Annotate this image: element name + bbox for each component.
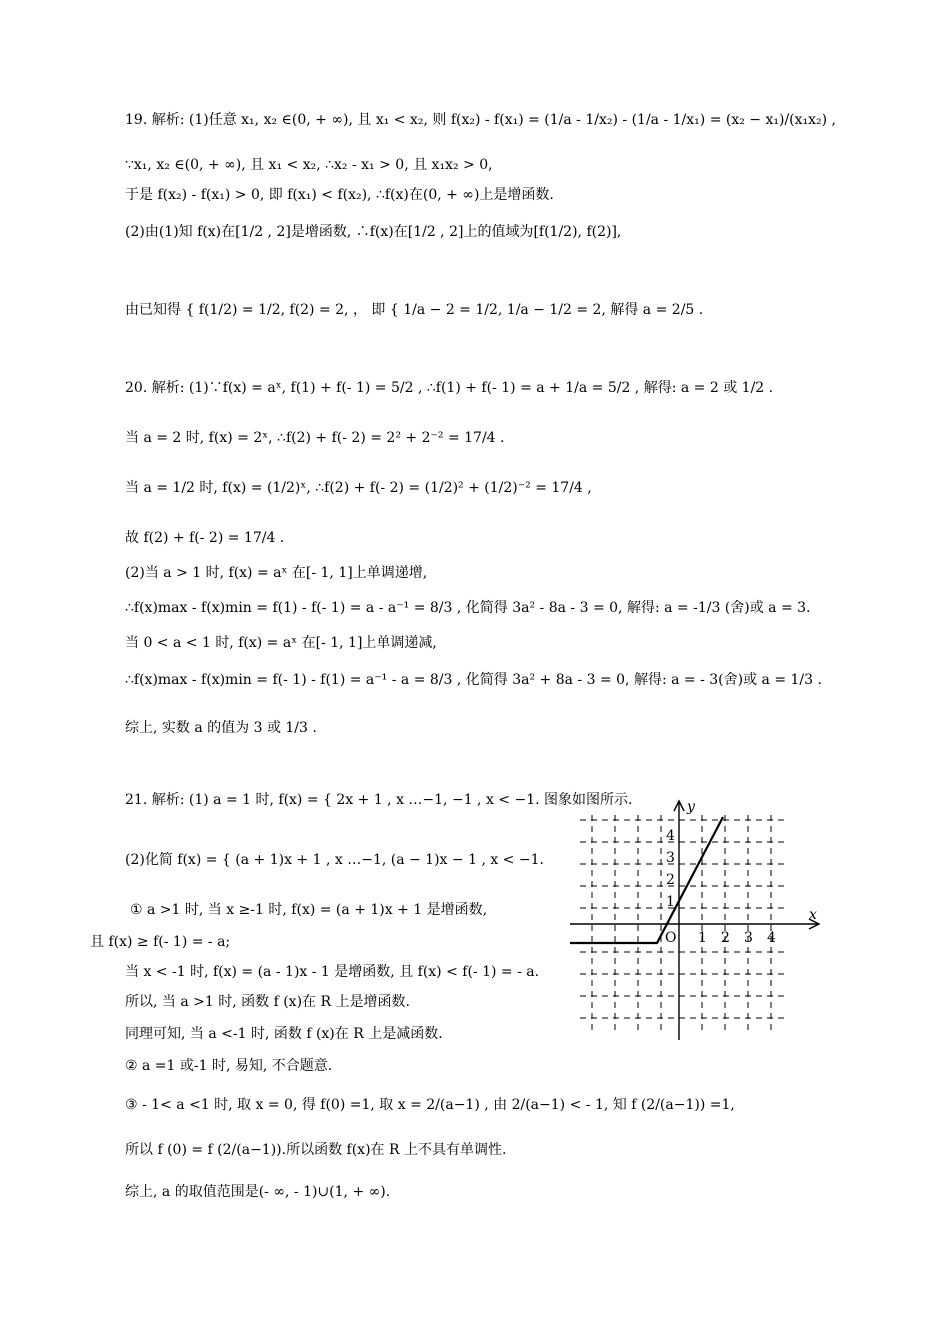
line-21: ② a =1 或-1 时, 易知, 不合题意.: [125, 1058, 333, 1074]
x-axis-label: x: [809, 907, 817, 923]
line-9: (2)当 a > 1 时, f(x) = aˣ 在[- 1, 1]上单调递增,: [125, 565, 428, 581]
line-19: 所以, 当 a >1 时, 函数 f (x)在 R 上是增函数.: [125, 994, 410, 1010]
line-2: 于是 f(x₂) - f(x₁) > 0, 即 f(x₁) < f(x₂), ∴f(x)在(0, + ∞)上是增函数.: [125, 187, 554, 203]
line-24: 综上, a 的取值范围是(- ∞, - 1)∪(1, + ∞).: [125, 1184, 391, 1200]
line-6: 当 a = 2 时, f(x) = 2ˣ, ∴f(2) + f(- 2) = 2² + 2⁻² = 17/4 .: [125, 430, 505, 446]
line-17: 且 f(x) ≥ f(- 1) = - a;: [90, 934, 231, 950]
origin-label: O: [665, 930, 677, 946]
y-tick-1: 1: [666, 894, 675, 910]
line-11: 当 0 < a < 1 时, f(x) = aˣ 在[- 1, 1]上单调递减,: [125, 635, 437, 651]
line-10: ∴f(x)max - f(x)min = f(1) - f(- 1) = a - a⁻¹ = 8/3 , 化简得 3a² - 8a - 3 = 0, 解得: a = -1/3 (舍)或 a = 3.: [125, 600, 811, 616]
line-18: 当 x < -1 时, f(x) = (a - 1)x - 1 是增函数, 且 f(x) < f(- 1) = - a.: [125, 964, 540, 980]
line-0: 19. 解析: (1)任意 x₁, x₂ ∈(0, + ∞), 且 x₁ < x₂, 则 f(x₂) - f(x₁) = (1/a - 1/x₂) - (1/a - 1/x₁) = (x₂ − x₁)/(x₁x₂) ,: [125, 112, 837, 128]
line-20: 同理可知, 当 a <-1 时, 函数 f (x)在 R 上是减函数.: [125, 1026, 443, 1042]
x-tick-1: 1: [698, 930, 707, 946]
line-16: ① a >1 时, 当 x ≥-1 时, f(x) = (a + 1)x + 1 是增函数,: [130, 902, 488, 918]
line-13: 综上, 实数 a 的值为 3 或 1/3 .: [125, 720, 317, 736]
y-tick-2: 2: [666, 872, 675, 888]
y-tick-3: 3: [666, 850, 675, 866]
line-1: ∵x₁, x₂ ∈(0, + ∞), 且 x₁ < x₂, ∴x₂ - x₁ > 0, 且 x₁x₂ > 0,: [125, 157, 493, 173]
graph-svg: [565, 795, 825, 1045]
y-axis-label: y: [687, 799, 695, 815]
line-8: 故 f(2) + f(- 2) = 17/4 .: [125, 530, 285, 546]
line-4: 由已知得 { f(1/2) = 1/2, f(2) = 2, ， 即 { 1/a − 2 = 1/2, 1/a − 1/2 = 2, 解得 a = 2/5 .: [125, 302, 704, 318]
line-15: (2)化简 f(x) = { (a + 1)x + 1 , x …−1, (a − 1)x − 1 , x < −1.: [125, 852, 544, 868]
line-7: 当 a = 1/2 时, f(x) = (1/2)ˣ, ∴f(2) + f(- 2) = (1/2)² + (1/2)⁻² = 17/4 ,: [125, 480, 592, 496]
x-tick-2: 2: [721, 930, 730, 946]
line-14: 21. 解析: (1) a = 1 时, f(x) = { 2x + 1 , x …−1, −1 , x < −1. 图象如图所示.: [125, 792, 633, 808]
line-5: 20. 解析: (1)∵f(x) = aˣ, f(1) + f(- 1) = 5/2 , ∴f(1) + f(- 1) = a + 1/a = 5/2 , 解得: a = 2 或 1/2 .: [125, 380, 774, 396]
function-graph: [565, 795, 825, 1045]
line-12: ∴f(x)max - f(x)min = f(- 1) - f(1) = a⁻¹ - a = 8/3 , 化简得 3a² + 8a - 3 = 0, 解得: a = - 3(舍)或 a = 1/3 .: [125, 672, 822, 688]
x-tick-4: 4: [767, 930, 776, 946]
line-23: 所以 f (0) = f (2/(a−1)).所以函数 f(x)在 R 上不具有单调性.: [125, 1142, 507, 1158]
y-tick-4: 4: [666, 828, 675, 844]
line-3: (2)由(1)知 f(x)在[1/2 , 2]是增函数, ∴f(x)在[1/2 , 2]上的值域为[f(1/2), f(2)],: [125, 224, 622, 240]
x-tick-3: 3: [744, 930, 753, 946]
line-22: ③ - 1< a <1 时, 取 x = 0, 得 f(0) =1, 取 x = 2/(a−1) , 由 2/(a−1) < - 1, 知 f (2/(a−1)) =1,: [125, 1097, 735, 1113]
